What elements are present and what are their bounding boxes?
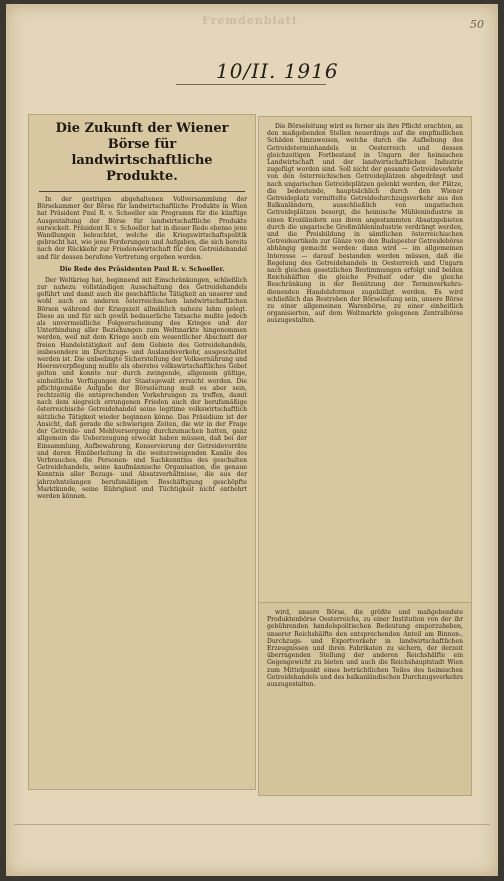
sheet-fold-line	[14, 824, 490, 825]
article-intro: In der gestrigen abgehaltenen Vollversammlung der Börsekammer der Börse für landwirtschaftliche Produkte in Wien hat Präsident Paul R. v. Schoeller ein Programm für die künftige Ausgestaltung der Börse für landwirtschaftliche Produkte entwickelt. Präsident R. v. Schoeller hat in dieser Rede ebenso jene Wandlungen beleuchtet, welche die Kriegswirtschaftspolitik gebracht hat, wie jene Forderungen und Aufgaben, die sich bereits nach der Rückkehr zur Friedenswirtschaft für den Getreidehandel und für dessen berufene Vertretung ergeben werden.	[37, 196, 247, 261]
article-body-right-bottom: wird, unsere Börse, die größte und maßgebendste Produktenbörse Oesterreichs, zu einer Institution von der ihr gebührenden handelspolitischen Bedeutung emporzuheben, unserer Reichshälfte den entsprechenden Anteil am Binnen-, Durchzugs- und Exportverkehr in landwirtschaftlichen Erzeugnissen und ihren Fabrikaten zu sichern, der derzeit überragenden Stellung der anderen Reichshälfte ein Gegengewicht zu bieten und auch die Reichshauptstadt Wien zum Mittelpunkt eines beträchtlichen Teiles des heimischen Getreidehandels und des balkanländischen Durchzugsverkehrs auszugestalten.	[267, 609, 463, 689]
masthead: Fremdenblatt	[202, 14, 298, 27]
page-number: 50	[470, 18, 484, 31]
article-subhead: Die Rede des Präsidenten Paul R. v. Schoeller.	[59, 264, 225, 273]
handwritten-date: 10/II. 1916	[216, 59, 339, 83]
date-underline	[176, 84, 326, 85]
article-clipping-right-bottom	[258, 602, 472, 796]
article-body-right: Die Börseleitung wird es ferner als ihre Pflicht erachten, an den maßgebenden Stellen neuerdings auf die empfindlichen Schäden hinzuweisen, welche durch die Aufhebung des Getreideterminhandels in Oesterreich und dessen gleichzeitigen Fortbestand in Ungarn der heimischen Landwirtschaft und der landwirtschaftlichen Industrie zugefügt worden sind. Soll nicht der gesamte Getreideverkehr von den österreichischen Getreideplätzen abgedrängt und nach ungarischen Getreideplätzen gelenkt werden, der Plätze, die bedeutende, hauptsächlich durch den Wiener Getreideplatz vermittelte Getreidedurchzugsverkehr aus den Balkanländern, ausschließlich von ungarischen Getreideplätzen besorgt, die heimische Mühlenindustrie in einen Kronländern aus ihren angestammten Absatzgebieten durch die ungarische Großmühlenindustrie verdrängt werden, und die Preisbildung in sämtlichen österreichischen Getreideartikeln zur Gänze von den Budapester Getreidebörse abhängig gemacht werden: dann wird — im allgemeinen Interesse — darauf bestanden werden müssen, daß die Regelung des Getreidehandels in Oesterreich und Ungarn nach gleichen gesetzlichen Bestimmungen erfolgt und beiden Reichshälften die gleiche Freiheit oder die gleiche Beschränkung in der Benützung der Terminverkehrs- dienenden Handelsformen zugebilligt werden. Es wird schließlich das Bestreben der Börseleitung sein, unsere Börse zu einer allgemeinen Warenbörse, zu einer einheitlich organisierten, auf dem Weltmarkte gelegenen Zentralbörse auszugestalten.	[267, 123, 463, 325]
article-clipping-left	[28, 114, 256, 790]
headline-rule	[39, 191, 245, 192]
newspaper-sheet	[6, 4, 498, 876]
article-body-left: Der Weltkrieg hat, beginnend mit Einschränkungen, schließlich zur nahezu vollständigen Ausschaltung des Getreidehandels geführt und damit auch die geschäftliche Tätigkeit an unserer und wohl auch an anderen österreichischen landwirtschaftlichen Börsen während der Kriegszeit allmählich nahezu lahm gelegt. Diese an und für sich gewiß bedauerliche Tatsache mußte jedoch als unvermeidliche Folgeerscheinung des Krieges und der Unterbindung aller Beziehungen zum Weltmarkte hingenommen werden, weil mit dem Kriege auch ein wesentlicher Abschnitt der freien Handelstätigkeit auf dem Gebiete des Getreidehandels, insbesondere im Durchzugs- und Auslandsverkehr, ausgeschaltet werden ist. Die unbedingte Sicherstellung der Volksernährung und Heeresverpflegung mußte als oberstes volkswirtschaftliches Gebot gelten und konnte nur durch zwingende, allgemein gültige, einheitliche Verfügungen der Staatsgewalt erreicht werden. Die pflichtgemäße Aufgabe der Börseleitung muß es aber sein, rechtzeitig die entsprechenden Vorkehrungen zu treffen, damit nach dem siegreich errungenen Frieden auch der berufsmäßige österreichische Getreidehandel seine legitime volkswirtschaftlich nützliche Tätigkeit wieder beginnen könne. Das Präsidium ist der Ansicht, daß gerade die schwierigen Zeiten, die wir in der Frage der Getreide- und Mehlversorgung durchzumachen hatten, ganz allgemein die Ueberzeugung erweckt haben müssen, daß bei der Einsammlung, Aufbewahrung, Konservierung der Getreidevorräte und deren Hinüberleitung in die weiterzweigenden Kanäle des Verbrauches, die Personen- und Sachkenntnis des geschulten Getreidehandels, seine kaufmännische Organisation, die genaue Kenntnis aller Bezugs- und Absatzverhältnisse, die aus der jahrzehntelangen berufsmäßigen Beschäftigung geschöpfte Marktkunde, seine Rührigkeit und Tüchtigkeit nicht entbehrt werden können.	[37, 276, 247, 500]
article-headline: Die Zukunft der Wiener Börse für landwirtschaftliche Produkte.	[55, 121, 229, 184]
article-clipping-right	[258, 116, 472, 608]
